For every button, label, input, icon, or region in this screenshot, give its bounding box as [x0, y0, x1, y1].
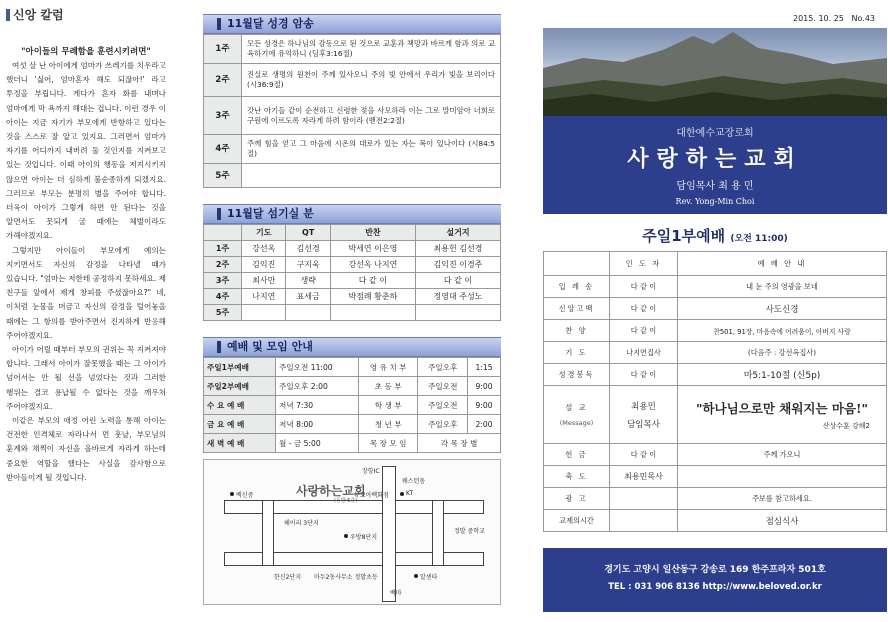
verse-cell: 진실로 생명의 원천이 주께 있사오니 주의 빛 안에서 우리가 빛을 보리이다 (시36:9절)	[242, 64, 501, 97]
order-item-name: 축 도	[544, 466, 610, 488]
order-leader	[610, 386, 678, 444]
map-marker-icon	[344, 534, 348, 538]
table-cell: 각 목 장 별	[418, 434, 501, 453]
table-row	[204, 64, 501, 97]
table-header-row	[544, 252, 887, 276]
order-item-name: 입 례 송	[544, 276, 610, 298]
order-item-name: 신앙고백	[544, 298, 610, 320]
column-paragraph: 여섯 살 난 아이에게 엄마가 쓰레기를 치우라고 했더니 '싫어, 엄마혼자 해도 되잖아!' 라고 투정을 부립니다. 게다가 혼자 화를 내며나 엄마에게 막 욕까지 해대는 겁니다. 이런 경우 이 아이는 지금 자기가 부모에게 반항하고 있다는 것을 스스로 잘 알고 있지요. 그러면서 엄마가 자기를 어디까지 내버려 둘 것인지를 지켜보고 있는 것입니다. 이때 아이의 행동을 저지시키지 않으면 아이는 더 심하게 불순종하게 되겠지요. 그러므로 부모는 분명히 별을 주어야 합니다. 더욱이 아이가 그렇게 하면 안 된다는 것을 알면서도 못되게 굴 때에는 체벌이라도 가해야겠지요.	[6, 61, 166, 241]
pastor-name-en: Rev. Yong-Min Choi	[675, 197, 755, 206]
week-cell: 4주	[204, 135, 242, 164]
order-content: 내 눈 주의 영광을 보네	[678, 276, 887, 298]
week-cell: 3주	[204, 97, 242, 135]
duty-table	[203, 224, 501, 321]
table-row	[204, 273, 501, 289]
verse-cell: 모든 성경은 하나님의 감동으로 된 것으로 교훈과 책망과 바르게 함과 의로 교육하기에 유익하니 (딤후3:16절)	[242, 35, 501, 64]
issue-date: 2015. 10. 25	[793, 14, 844, 23]
week-cell: 5주	[204, 305, 242, 321]
verse-cell: 갓난 아기들 같이 순전하고 신령한 젖을 사모하라 이는 그로 말미암아 너희로 구원에 이르도록 자라게 하려 함이라 (벧전2:2절)	[242, 97, 501, 135]
table-cell: 김익진	[242, 257, 286, 273]
table-row	[204, 396, 501, 415]
order-content: 찬501, 91장, 마음속에 어려움이, 아버지 사랑	[678, 320, 887, 342]
service-name: 주일2부예배	[204, 377, 276, 396]
table-row	[204, 415, 501, 434]
church-banner	[543, 116, 887, 214]
order-item-name	[544, 386, 610, 444]
week-cell: 5주	[204, 164, 242, 188]
service-name: 금 요 예 배	[204, 415, 276, 434]
table-row	[544, 386, 887, 444]
worship-order-table	[543, 251, 887, 532]
column-header	[204, 225, 242, 241]
week-cell: 1주	[204, 241, 242, 257]
church-address: 경기도 고양시 일산동구 강송로 169 한주프라자 501호	[604, 565, 826, 575]
order-item-name: 교제의시간	[544, 510, 610, 532]
service-title	[543, 225, 887, 251]
order-item-name: 광 고	[544, 488, 610, 510]
map-label: 한신2단지	[274, 574, 302, 581]
verse-cell	[242, 164, 501, 188]
map-label: 알센타	[420, 574, 438, 581]
table-header-row	[204, 225, 501, 241]
table-cell: 저녁 7:30	[276, 396, 359, 415]
table-cell: 박점례 황춘하	[330, 289, 415, 305]
order-content: 주보를 참고하세요.	[678, 488, 887, 510]
order-content: (다음주 : 강선옥집사)	[678, 342, 887, 364]
table-row	[544, 364, 887, 386]
table-cell: 2:00	[468, 415, 501, 434]
duty-section-header	[203, 204, 501, 224]
sermon-title: "하나님으로만 채워지는 마음!"	[695, 400, 869, 416]
column-header	[544, 252, 610, 276]
table-cell: 박세연 이은영	[330, 241, 415, 257]
column-header: 설거지	[415, 225, 500, 241]
order-leader	[610, 510, 678, 532]
church-contact: TEL : 031 906 8136 http://www.beloved.or.kr	[608, 582, 822, 592]
verse-table	[203, 34, 501, 188]
table-row	[544, 320, 887, 342]
table-cell: 구지욱	[286, 257, 330, 273]
table-cell: 다 같 이	[415, 273, 500, 289]
order-item-label: 설 교	[565, 402, 588, 412]
map-label: 마두2동사무소 정발초등	[314, 574, 378, 581]
order-item-name: 성경봉독	[544, 364, 610, 386]
church-location-sublabel: (동방 5층)	[334, 498, 358, 504]
pastor-name: 담임목사 최 용 민	[676, 181, 754, 192]
table-row	[204, 35, 501, 64]
location-map	[203, 459, 501, 605]
preacher-name: 최용민	[631, 401, 656, 412]
table-cell: 강선옥	[242, 241, 286, 257]
table-row	[204, 135, 501, 164]
table-cell: 청 년 부	[358, 415, 418, 434]
table-cell: 1:15	[468, 358, 501, 377]
table-row	[204, 289, 501, 305]
week-cell: 4주	[204, 289, 242, 305]
table-row	[544, 276, 887, 298]
column-header: QT	[286, 225, 330, 241]
table-row	[204, 377, 501, 396]
header-bar-icon	[217, 208, 221, 220]
order-leader: 최용민목사	[610, 466, 678, 488]
map-label: 뉴코아백화점	[354, 492, 389, 499]
table-row	[204, 434, 501, 453]
column-paragraph: 아이가 어릴 때부터 부모의 권위는 꼭 지켜져야 합니다. 그래서 아이가 잘못했을 때는 그 아이가 넘어서는 안 될 선을 넘었다는 것과 그러한 행위는 결코 용납될 수 없다는 것을 깨우쳐 주어야겠지요.	[6, 345, 166, 411]
table-cell: 강선옥 나지연	[330, 257, 415, 273]
table-row	[204, 241, 501, 257]
title-marker-icon	[6, 9, 10, 21]
order-item-name: 헌 금	[544, 444, 610, 466]
table-cell: 정영대 주성노	[415, 289, 500, 305]
table-cell: 나지연	[242, 289, 286, 305]
table-row	[204, 305, 501, 321]
schedule-table	[203, 357, 501, 453]
column-header: 인 도 자	[610, 252, 678, 276]
schedule-section-title: 예배 및 모임 안내	[227, 340, 313, 353]
order-content: 주께 가오니	[678, 444, 887, 466]
info-column	[203, 14, 501, 605]
map-road	[432, 500, 444, 566]
map-label: 우방8단지	[350, 534, 378, 541]
order-leader: 다 같 이	[610, 320, 678, 342]
mountain-photo	[543, 28, 887, 116]
order-leader: 나지연집사	[610, 342, 678, 364]
issue-line	[543, 12, 887, 28]
header-bar-icon	[217, 341, 221, 353]
map-label: 백신중	[236, 492, 254, 499]
order-item-sublabel: (Message)	[559, 418, 594, 427]
contact-footer	[543, 548, 887, 612]
table-row	[204, 257, 501, 273]
table-cell: 영 유 치 부	[358, 358, 418, 377]
service-title-main: 주일1부예배	[642, 227, 726, 245]
service-name: 수 요 예 배	[204, 396, 276, 415]
table-row	[204, 164, 501, 188]
order-leader	[610, 488, 678, 510]
column-paragraph: 그렇지만 아이들이 부모에게 예의는 지키면서도 자신의 감정을 나타낼 때가 있습니다. "엄마는 저한테 공정하지 못하세요. 제 친구들 앞에서 제게 창피를 주셨잖아요?" 네, 이처럼 눈물을 머금고 자신의 감정을 털어놓을 때에는 그 항의를 받아주면서 진지하게 반응해 주어야겠지요.	[6, 245, 166, 340]
table-cell: 저녁 8:00	[276, 415, 359, 434]
order-content	[678, 386, 887, 444]
service-name: 새 벽 예 배	[204, 434, 276, 453]
order-leader: 다 같 이	[610, 298, 678, 320]
table-row	[544, 466, 887, 488]
column-header: 기도	[242, 225, 286, 241]
table-cell: 주일오전	[418, 396, 468, 415]
map-marker-icon	[230, 492, 234, 496]
table-cell: 목 장 모 임	[358, 434, 418, 453]
order-leader: 다 같 이	[610, 364, 678, 386]
duty-section-title: 11월달 섬기실 분	[227, 207, 314, 220]
order-item-name: 기 도	[544, 342, 610, 364]
mountain-scene-icon	[543, 28, 887, 116]
column-title: 신앙 칼럼	[13, 8, 64, 22]
order-leader: 다 같 이	[610, 444, 678, 466]
table-cell: 주일오후	[418, 358, 468, 377]
table-cell: 다 같 이	[330, 273, 415, 289]
service-name: 주일1부예배	[204, 358, 276, 377]
table-row	[544, 342, 887, 364]
table-cell: 김선경	[286, 241, 330, 257]
map-marker-icon	[414, 574, 418, 578]
column-header: 예 배 안 내	[678, 252, 887, 276]
table-row	[544, 444, 887, 466]
table-row	[544, 510, 887, 532]
column-title-row	[6, 6, 166, 23]
column-header: 반찬	[330, 225, 415, 241]
denomination: 대한예수교장로회	[676, 128, 754, 139]
table-cell: 생략	[286, 273, 330, 289]
table-cell: 학 생 부	[358, 396, 418, 415]
table-row	[544, 488, 887, 510]
table-cell	[242, 305, 286, 321]
order-content	[678, 466, 887, 488]
table-cell: 주일오후 2:00	[276, 377, 359, 396]
table-row	[544, 298, 887, 320]
table-cell: 월 - 금 5:00	[276, 434, 359, 453]
week-cell: 1주	[204, 35, 242, 64]
church-location-label: 사랑하는교회	[296, 484, 366, 498]
verse-section-header	[203, 14, 501, 34]
week-cell: 2주	[204, 257, 242, 273]
preacher-title: 담임목사	[627, 419, 660, 430]
schedule-section-header	[203, 337, 501, 357]
table-cell	[330, 305, 415, 321]
table-cell: 9:00	[468, 396, 501, 415]
column-subtitle: "아이들의 무례함을 훈련시키려면"	[21, 47, 151, 57]
verse-section-title: 11월달 성경 암송	[227, 17, 314, 30]
table-cell: 주일오전	[418, 377, 468, 396]
map-marker-icon	[400, 492, 404, 496]
verse-cell: 주께 힘을 얻고 그 마음에 시온의 대로가 있는 자는 복이 있나이다 (시84:5절)	[242, 135, 501, 164]
map-label: 헤이리 3단지	[284, 520, 319, 527]
week-cell: 2주	[204, 64, 242, 97]
map-road	[382, 466, 396, 602]
order-content: 사도신경	[678, 298, 887, 320]
service-title-time: (오전 11:00)	[730, 234, 788, 244]
table-cell: 주일오전 11:00	[276, 358, 359, 377]
church-name: 사랑하는교회	[627, 147, 803, 172]
map-label: 웨스턴돔	[402, 478, 426, 485]
map-road	[262, 500, 274, 566]
table-row	[204, 97, 501, 135]
faith-column	[6, 6, 166, 616]
sermon-reference: 산상수훈 강해2	[822, 421, 870, 430]
map-label: 정발 중학교	[454, 528, 485, 535]
issue-number: No.43	[851, 14, 875, 23]
map-label: 장항IC	[362, 468, 380, 475]
table-cell	[415, 305, 500, 321]
table-cell	[286, 305, 330, 321]
table-cell: 김익진 이경주	[415, 257, 500, 273]
column-paragraph: 이같은 부모의 애정 어린 노력을 통해 아이는 건전한 인격체로 자라나서 먼 훗날, 부모님의 훈계와 채찍이 자신을 올바르게 자라게 하는데 중요한 역할을 했다는 사실을 감사함으로 받아들이게 될 것입니다.	[6, 416, 166, 482]
table-cell: 최사만	[242, 273, 286, 289]
map-label: KT	[406, 490, 414, 497]
table-cell: 최용헌 김선경	[415, 241, 500, 257]
table-row	[204, 358, 501, 377]
order-item-name: 찬 양	[544, 320, 610, 342]
order-content: 점심식사	[678, 510, 887, 532]
table-cell: 9:00	[468, 377, 501, 396]
order-leader: 다 같 이	[610, 276, 678, 298]
table-cell: 표세금	[286, 289, 330, 305]
table-cell: 초 등 부	[358, 377, 418, 396]
bulletin-cover	[543, 12, 887, 616]
week-cell: 3주	[204, 273, 242, 289]
header-bar-icon	[217, 18, 221, 30]
order-content: 마5:1-10절 (신5p)	[678, 364, 887, 386]
table-cell: 주일오후	[418, 415, 468, 434]
map-label: 백마	[390, 590, 402, 597]
